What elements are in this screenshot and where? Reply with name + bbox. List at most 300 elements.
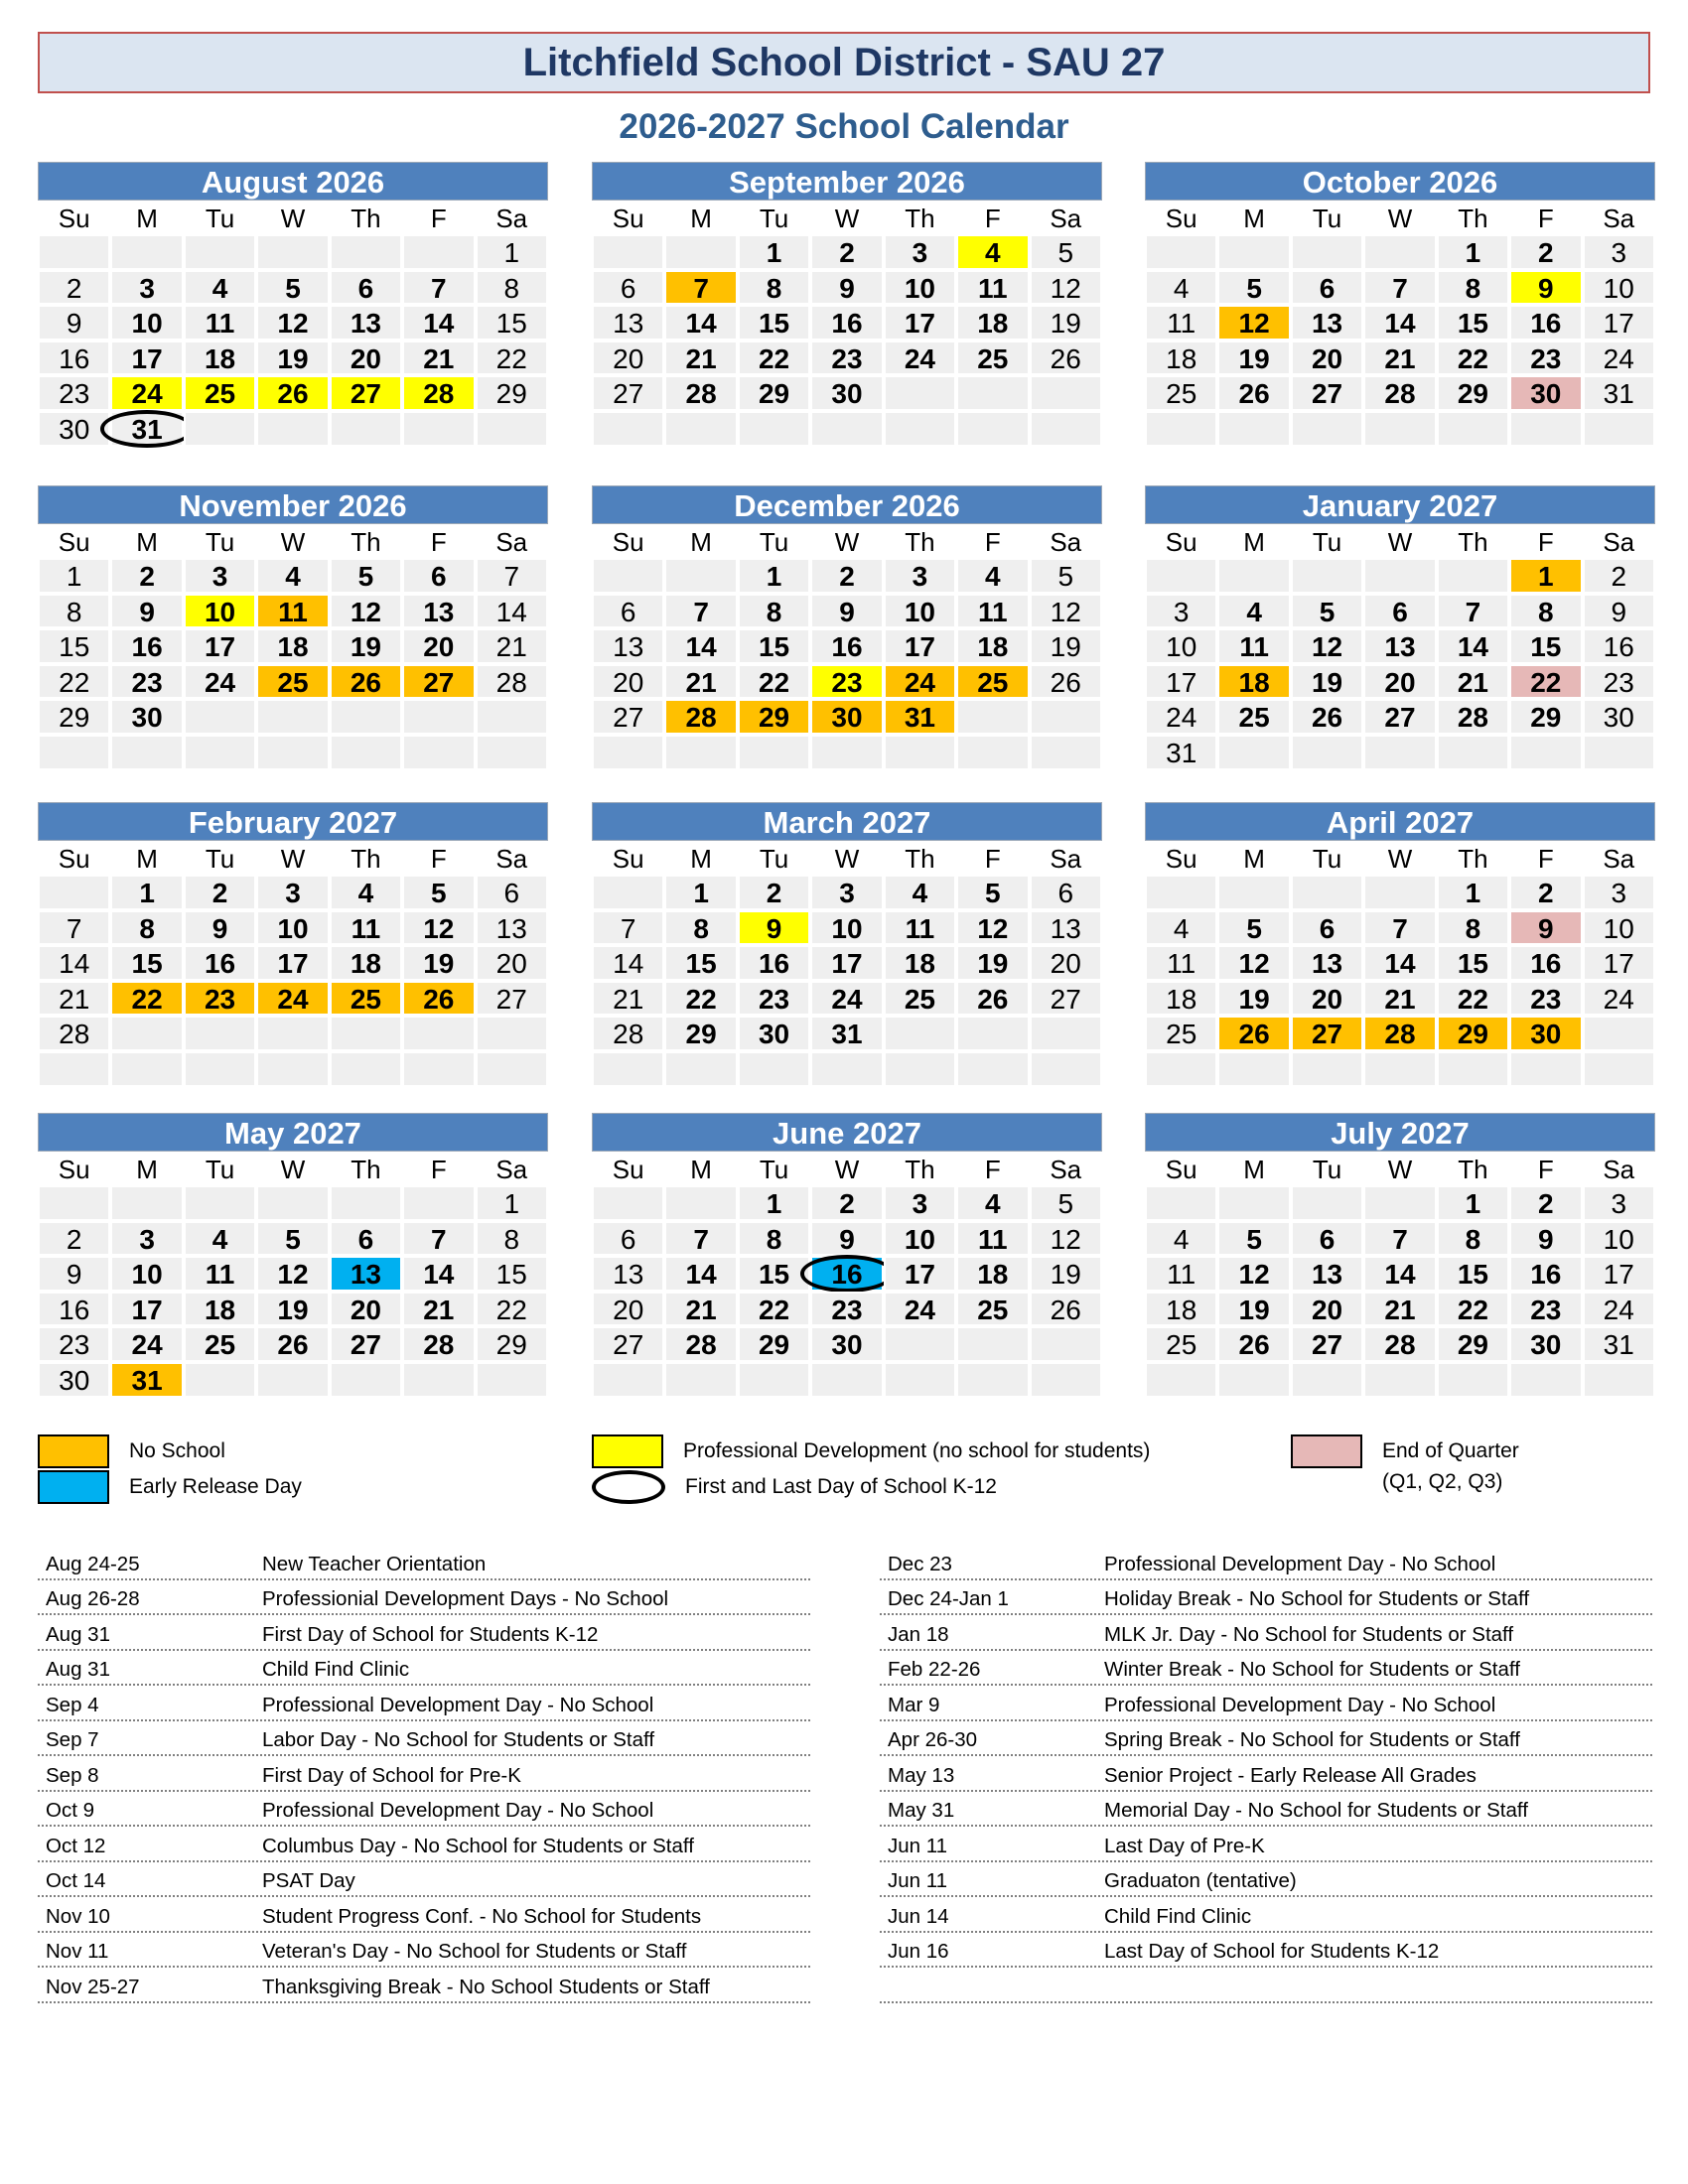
day-cell: 30 <box>1509 1326 1582 1362</box>
empty-day-cell <box>1363 234 1436 270</box>
empty-day-cell <box>1030 1362 1102 1398</box>
day-cell: 12 <box>402 910 475 946</box>
event-description: Professional Development Day - No School <box>262 1693 654 1716</box>
day-cell: 21 <box>1363 981 1436 1017</box>
week-row <box>592 699 1102 735</box>
event-description: Veteran's Day - No School for Students or Staff <box>262 1940 687 1963</box>
day-cell: 25 <box>184 375 256 411</box>
month-title: March 2027 <box>592 802 1102 841</box>
week-row <box>592 1016 1102 1051</box>
legend-prof-dev-label: Professional Development (no school for students) <box>683 1439 1151 1462</box>
day-cell: 29 <box>1437 375 1509 411</box>
empty-day-cell <box>956 735 1029 770</box>
day-cell: 23 <box>1509 1292 1582 1327</box>
event-date: Aug 26-28 <box>46 1587 140 1610</box>
day-cell: 15 <box>738 628 810 664</box>
week-row <box>592 234 1102 270</box>
day-cell: 23 <box>38 375 110 411</box>
day-cell: 10 <box>110 1256 183 1292</box>
month-title: July 2027 <box>1145 1113 1655 1152</box>
empty-day-cell <box>1583 411 1655 447</box>
week-row <box>592 1292 1102 1327</box>
empty-day-cell <box>330 1185 402 1221</box>
day-cell: 2 <box>1509 1185 1582 1221</box>
weekday-label: W <box>834 844 860 874</box>
week-row <box>1145 1256 1655 1292</box>
event-date: Mar 9 <box>888 1693 940 1716</box>
day-cell: 16 <box>110 628 183 664</box>
day-cell: 18 <box>1145 981 1217 1017</box>
day-cell: 2 <box>810 234 883 270</box>
empty-day-cell <box>592 1362 664 1398</box>
event-row <box>880 1897 1652 1933</box>
day-cell: 18 <box>1217 664 1290 700</box>
empty-day-cell <box>476 699 548 735</box>
prof-dev-swatch <box>592 1434 663 1468</box>
empty-day-cell <box>184 1051 256 1087</box>
day-cell: 16 <box>738 945 810 981</box>
day-cell: 17 <box>110 341 183 376</box>
day-cell: 22 <box>476 341 548 376</box>
day-cell: 23 <box>1509 341 1582 376</box>
month-title: April 2027 <box>1145 802 1655 841</box>
weekday-label: M <box>1243 1155 1265 1184</box>
empty-day-cell <box>38 735 110 770</box>
day-cell: 13 <box>1291 1256 1363 1292</box>
day-cell: 1 <box>38 558 110 594</box>
event-row <box>38 1580 810 1616</box>
day-cell: 12 <box>1030 1221 1102 1257</box>
event-description: Professionial Development Days - No School <box>262 1587 669 1610</box>
day-cell: 25 <box>1145 1016 1217 1051</box>
day-cell: 11 <box>1217 628 1290 664</box>
month-title: September 2026 <box>592 162 1102 201</box>
empty-day-cell <box>884 1362 956 1398</box>
day-cell: 20 <box>592 341 664 376</box>
day-cell: 10 <box>1583 1221 1655 1257</box>
event-row <box>38 1862 810 1898</box>
day-cell: 25 <box>956 341 1029 376</box>
day-cell: 10 <box>110 305 183 341</box>
day-cell: 15 <box>110 945 183 981</box>
week-row <box>592 1221 1102 1257</box>
day-cell: 1 <box>738 234 810 270</box>
event-row <box>880 1756 1652 1792</box>
day-cell: 21 <box>592 981 664 1017</box>
month-title: May 2027 <box>38 1113 548 1152</box>
day-cell: 19 <box>1030 1256 1102 1292</box>
empty-day-cell <box>1291 558 1363 594</box>
week-row <box>592 411 1102 447</box>
day-cell: 13 <box>330 305 402 341</box>
week-row <box>38 664 548 700</box>
event-description: First Day of School for Students K-12 <box>262 1622 599 1646</box>
week-row <box>38 735 548 770</box>
day-cell: 19 <box>956 945 1029 981</box>
weekday-label: F <box>430 844 447 874</box>
empty-day-cell <box>256 699 329 735</box>
day-cell: 30 <box>1509 1016 1582 1051</box>
weekday-label: Sa <box>1603 527 1635 557</box>
week-row <box>1145 910 1655 946</box>
day-cell: 13 <box>1030 910 1102 946</box>
day-cell: 13 <box>592 628 664 664</box>
weekday-label: W <box>834 527 860 557</box>
day-cell: 8 <box>38 594 110 629</box>
week-row <box>38 1051 548 1087</box>
day-cell: 25 <box>330 981 402 1017</box>
day-cell: 18 <box>184 341 256 376</box>
day-cell: 8 <box>738 1221 810 1257</box>
day-cell: 6 <box>402 558 475 594</box>
day-cell: 18 <box>256 628 329 664</box>
empty-day-cell <box>1030 375 1102 411</box>
legend-early-release-label: Early Release Day <box>129 1475 302 1498</box>
empty-day-cell <box>884 375 956 411</box>
weekday-label: W <box>834 1155 860 1184</box>
day-cell: 4 <box>184 270 256 306</box>
week-row <box>1145 1185 1655 1221</box>
weekday-label: Tu <box>1312 204 1342 233</box>
day-cell: 12 <box>956 910 1029 946</box>
day-cell: 20 <box>1291 981 1363 1017</box>
weekday-label: Th <box>905 204 935 233</box>
weekday-label: Sa <box>1050 204 1082 233</box>
month-calendar <box>38 162 548 447</box>
day-cell: 13 <box>330 1256 402 1292</box>
day-cell: 24 <box>110 1326 183 1362</box>
day-cell: 10 <box>256 910 329 946</box>
week-row <box>592 910 1102 946</box>
day-cell: 16 <box>184 945 256 981</box>
weekday-label: Su <box>1165 204 1197 233</box>
empty-day-cell <box>1437 1362 1509 1398</box>
day-cell: 17 <box>810 945 883 981</box>
day-cell: 15 <box>1437 1256 1509 1292</box>
weekday-header-row <box>1145 201 1655 234</box>
week-row <box>38 234 548 270</box>
event-description: Graduaton (tentative) <box>1104 1869 1297 1892</box>
day-cell: 8 <box>1437 270 1509 306</box>
day-cell: 3 <box>884 234 956 270</box>
day-cell: 27 <box>592 1326 664 1362</box>
empty-day-cell <box>810 411 883 447</box>
event-description: Child Find Clinic <box>262 1658 410 1681</box>
day-cell: 24 <box>1583 1292 1655 1327</box>
day-cell: 10 <box>810 910 883 946</box>
week-row <box>38 558 548 594</box>
day-cell: 17 <box>110 1292 183 1327</box>
empty-day-cell <box>38 1051 110 1087</box>
day-cell: 2 <box>184 875 256 910</box>
week-row <box>38 945 548 981</box>
day-cell: 7 <box>592 910 664 946</box>
weekday-label: W <box>280 204 306 233</box>
day-cell: 22 <box>738 341 810 376</box>
events-list-left <box>38 1545 810 2003</box>
day-cell: 21 <box>664 664 737 700</box>
day-cell: 12 <box>1030 270 1102 306</box>
weekday-label: Tu <box>205 1155 235 1184</box>
day-cell: 4 <box>330 875 402 910</box>
day-cell: 22 <box>738 1292 810 1327</box>
day-cell: 31 <box>1583 1326 1655 1362</box>
day-cell: 27 <box>1363 699 1436 735</box>
week-row <box>38 699 548 735</box>
day-cell: 14 <box>402 305 475 341</box>
weekday-label: Su <box>1165 527 1197 557</box>
event-row <box>38 1721 810 1757</box>
weekday-label: M <box>690 204 712 233</box>
day-cell: 22 <box>110 981 183 1017</box>
day-cell: 1 <box>1509 558 1582 594</box>
day-cell: 30 <box>1509 375 1582 411</box>
empty-day-cell <box>256 1362 329 1398</box>
day-cell: 2 <box>810 1185 883 1221</box>
day-cell: 23 <box>110 664 183 700</box>
day-cell: 30 <box>38 1362 110 1398</box>
month-calendar <box>592 802 1102 1087</box>
event-date: May 13 <box>888 1763 955 1787</box>
week-row <box>1145 341 1655 376</box>
day-cell: 7 <box>38 910 110 946</box>
week-row <box>38 628 548 664</box>
empty-day-cell <box>330 234 402 270</box>
empty-day-cell <box>402 1051 475 1087</box>
empty-day-cell <box>956 1051 1029 1087</box>
day-cell: 17 <box>184 628 256 664</box>
event-date: Aug 31 <box>46 1622 110 1646</box>
event-row <box>38 1686 810 1721</box>
legend-no-school-label: No School <box>129 1439 225 1462</box>
day-cell: 5 <box>330 558 402 594</box>
day-cell: 18 <box>1145 1292 1217 1327</box>
empty-day-cell <box>402 234 475 270</box>
day-cell: 30 <box>738 1016 810 1051</box>
event-date: Apr 26-30 <box>888 1728 978 1751</box>
event-date: Oct 12 <box>46 1834 106 1857</box>
day-cell: 19 <box>1217 981 1290 1017</box>
day-cell: 6 <box>330 1221 402 1257</box>
empty-day-cell <box>1291 735 1363 770</box>
empty-day-cell <box>1030 1326 1102 1362</box>
empty-day-cell <box>956 1326 1029 1362</box>
empty-day-cell <box>1217 735 1290 770</box>
empty-day-cell <box>810 1362 883 1398</box>
month-title: November 2026 <box>38 485 548 524</box>
legend-quarter-note <box>1382 1470 1502 1494</box>
day-cell: 29 <box>476 1326 548 1362</box>
empty-day-cell <box>956 1016 1029 1051</box>
week-row <box>592 735 1102 770</box>
day-cell: 30 <box>110 699 183 735</box>
weekday-label: M <box>690 1155 712 1184</box>
week-row <box>592 1185 1102 1221</box>
weekday-label: Su <box>58 527 90 557</box>
month-calendar <box>592 485 1102 770</box>
day-cell: 20 <box>330 1292 402 1327</box>
empty-day-cell <box>664 1051 737 1087</box>
event-description: Memorial Day - No School for Students or Staff <box>1104 1799 1528 1822</box>
empty-day-cell <box>1291 875 1363 910</box>
day-cell: 26 <box>956 981 1029 1017</box>
day-cell: 20 <box>476 945 548 981</box>
weekday-label: M <box>1243 204 1265 233</box>
day-cell: 4 <box>1217 594 1290 629</box>
empty-day-cell <box>110 234 183 270</box>
event-date: Jun 16 <box>888 1940 949 1963</box>
event-date: Dec 24-Jan 1 <box>888 1587 1009 1610</box>
day-cell: 27 <box>592 375 664 411</box>
weekday-header-row <box>1145 524 1655 558</box>
empty-day-cell <box>1030 411 1102 447</box>
week-row <box>592 341 1102 376</box>
day-cell: 9 <box>810 1221 883 1257</box>
empty-day-cell <box>38 875 110 910</box>
day-cell: 27 <box>330 375 402 411</box>
month-calendar <box>592 1113 1102 1398</box>
month-calendar <box>1145 162 1655 447</box>
day-cell: 23 <box>1509 981 1582 1017</box>
week-row <box>38 1016 548 1051</box>
day-cell: 7 <box>1363 270 1436 306</box>
day-cell: 20 <box>592 1292 664 1327</box>
empty-day-cell <box>592 875 664 910</box>
empty-day-cell <box>1030 1016 1102 1051</box>
week-row <box>38 594 548 629</box>
empty-day-cell <box>592 234 664 270</box>
day-cell: 12 <box>1291 628 1363 664</box>
day-cell: 17 <box>884 628 956 664</box>
day-cell: 20 <box>592 664 664 700</box>
empty-day-cell <box>1291 234 1363 270</box>
weekday-label: Tu <box>1312 527 1342 557</box>
weekday-label: M <box>1243 844 1265 874</box>
weekday-header-row <box>38 524 548 558</box>
day-cell: 25 <box>1145 1326 1217 1362</box>
week-row <box>38 375 548 411</box>
day-cell: 14 <box>1363 945 1436 981</box>
day-cell: 25 <box>1145 375 1217 411</box>
weekday-label: Tu <box>759 204 789 233</box>
day-cell: 12 <box>1217 945 1290 981</box>
day-cell: 4 <box>1145 270 1217 306</box>
day-cell: 23 <box>38 1326 110 1362</box>
weekday-label: M <box>136 844 158 874</box>
day-cell: 6 <box>1030 875 1102 910</box>
day-cell: 4 <box>956 558 1029 594</box>
day-cell: 23 <box>1583 664 1655 700</box>
day-cell: 6 <box>330 270 402 306</box>
empty-day-cell <box>1509 411 1582 447</box>
event-description: First Day of School for Pre-K <box>262 1763 521 1787</box>
weekday-label: Sa <box>495 844 528 874</box>
event-date: Feb 22-26 <box>888 1658 981 1681</box>
day-cell: 17 <box>1583 945 1655 981</box>
day-cell: 3 <box>884 558 956 594</box>
legend-prof-dev <box>592 1434 1150 1468</box>
day-cell: 19 <box>330 628 402 664</box>
weekday-label: Tu <box>205 527 235 557</box>
day-cell: 10 <box>884 1221 956 1257</box>
day-cell: 11 <box>256 594 329 629</box>
week-row <box>592 1326 1102 1362</box>
month-title: December 2026 <box>592 485 1102 524</box>
weekday-label: Su <box>1165 844 1197 874</box>
week-row <box>592 1256 1102 1292</box>
day-cell: 22 <box>1437 341 1509 376</box>
empty-day-cell <box>1437 411 1509 447</box>
empty-day-cell <box>402 1362 475 1398</box>
empty-day-cell <box>884 1051 956 1087</box>
event-date: May 31 <box>888 1799 955 1822</box>
day-cell: 24 <box>884 1292 956 1327</box>
day-cell: 8 <box>476 270 548 306</box>
weekday-label: Sa <box>1050 1155 1082 1184</box>
day-cell: 13 <box>592 1256 664 1292</box>
empty-day-cell <box>1145 1362 1217 1398</box>
day-cell: 7 <box>402 1221 475 1257</box>
day-cell: 28 <box>1363 375 1436 411</box>
weekday-header-row <box>592 1152 1102 1185</box>
day-cell: 9 <box>1509 270 1582 306</box>
day-cell: 21 <box>664 341 737 376</box>
week-row <box>592 981 1102 1017</box>
day-cell: 10 <box>184 594 256 629</box>
day-cell: 10 <box>884 594 956 629</box>
day-cell: 15 <box>476 305 548 341</box>
weekday-label: F <box>984 1155 1001 1184</box>
day-cell: 31 <box>810 1016 883 1051</box>
day-cell: 21 <box>402 341 475 376</box>
empty-day-cell <box>402 735 475 770</box>
day-cell: 15 <box>38 628 110 664</box>
empty-day-cell <box>1363 558 1436 594</box>
empty-day-cell <box>592 735 664 770</box>
day-cell: 30 <box>810 375 883 411</box>
week-row <box>592 1362 1102 1398</box>
weekday-label: Sa <box>495 527 528 557</box>
day-cell: 28 <box>1363 1326 1436 1362</box>
day-cell: 22 <box>664 981 737 1017</box>
day-cell: 15 <box>664 945 737 981</box>
day-cell: 7 <box>664 1221 737 1257</box>
no-school-swatch <box>38 1434 109 1468</box>
event-date: Dec 23 <box>888 1552 952 1575</box>
month-calendar <box>38 802 548 1087</box>
empty-day-cell <box>664 411 737 447</box>
month-title: October 2026 <box>1145 162 1655 201</box>
empty-day-cell <box>810 735 883 770</box>
day-cell: 21 <box>1437 664 1509 700</box>
week-row <box>1145 1362 1655 1398</box>
day-cell: 4 <box>956 234 1029 270</box>
day-cell: 5 <box>402 875 475 910</box>
week-row <box>38 1362 548 1398</box>
weekday-label: Sa <box>1603 204 1635 233</box>
weekday-header-row <box>1145 841 1655 875</box>
empty-day-cell <box>110 1185 183 1221</box>
weekday-label: Th <box>351 1155 381 1184</box>
day-cell: 21 <box>1363 341 1436 376</box>
week-row <box>38 305 548 341</box>
empty-day-cell <box>256 1016 329 1051</box>
day-cell: 18 <box>956 305 1029 341</box>
day-cell: 2 <box>810 558 883 594</box>
week-row <box>1145 945 1655 981</box>
weekday-label: Th <box>1458 204 1488 233</box>
day-cell: 7 <box>664 270 737 306</box>
